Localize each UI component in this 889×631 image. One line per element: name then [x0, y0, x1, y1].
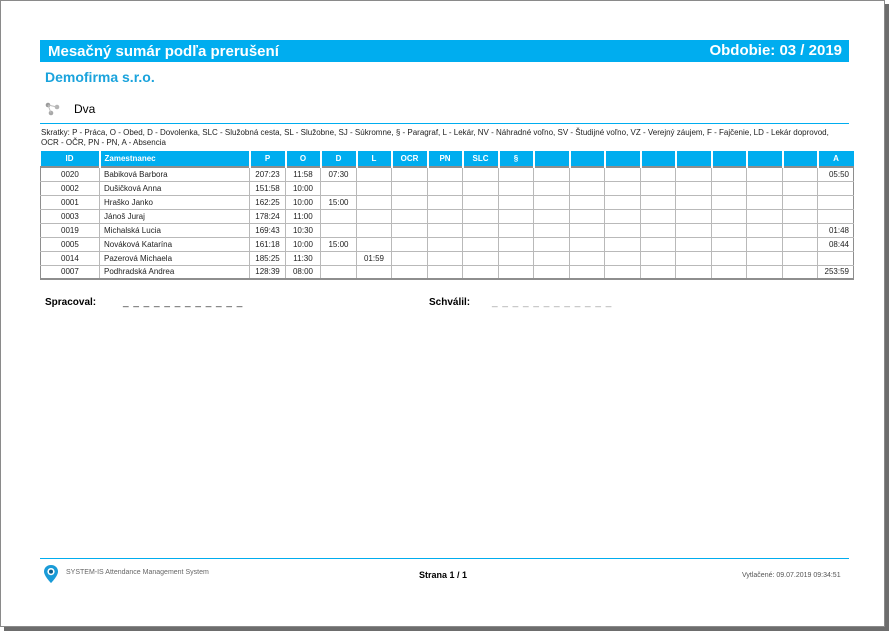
cell-empty	[676, 251, 712, 265]
cell-o: 10:00	[286, 237, 321, 251]
column-header: §	[499, 151, 534, 167]
cell-name: Babiková Barbora	[100, 167, 250, 181]
cell-empty	[463, 237, 499, 251]
cell-name: Michalská Lucia	[100, 223, 250, 237]
cell-empty	[712, 237, 747, 251]
cell-empty	[534, 265, 570, 279]
cell-a: 05:50	[818, 167, 854, 181]
column-header	[676, 151, 712, 167]
cell-empty	[641, 223, 676, 237]
cell-empty	[463, 209, 499, 223]
cell-empty	[428, 265, 463, 279]
cell-l	[357, 223, 392, 237]
cell-empty	[534, 181, 570, 195]
cell-p: 162:25	[250, 195, 286, 209]
cell-empty	[783, 181, 818, 195]
cell-empty	[641, 167, 676, 181]
cell-o: 10:00	[286, 181, 321, 195]
column-header	[641, 151, 676, 167]
cell-a	[818, 195, 854, 209]
table-row	[41, 195, 854, 209]
cell-empty	[428, 237, 463, 251]
cell-empty	[641, 265, 676, 279]
cell-l	[357, 209, 392, 223]
cell-p: 207:23	[250, 167, 286, 181]
cell-empty	[534, 237, 570, 251]
cell-empty	[428, 195, 463, 209]
cell-empty	[428, 251, 463, 265]
table-row	[41, 209, 854, 223]
cell-empty	[499, 237, 534, 251]
cell-id: 0003	[41, 209, 100, 223]
cell-l	[357, 167, 392, 181]
cell-p: 185:25	[250, 251, 286, 265]
cell-empty	[534, 209, 570, 223]
approved-by-label: Schválil:	[429, 297, 471, 308]
cell-empty	[605, 251, 641, 265]
cell-o: 11:00	[286, 209, 321, 223]
cell-empty	[570, 181, 605, 195]
cell-d: 15:00	[321, 195, 357, 209]
column-header: ID	[41, 151, 100, 167]
cell-empty	[712, 265, 747, 279]
abbreviations-legend: Skratky: P - Práca, O - Obed, D - Dovolenka, SLC - Služobná cesta, SL - Služobne, SJ - Súkromne, § - Paragraf, L - Lekár, NV - Náhradné voľno, SV - Študijné voľno, VZ - Verejný záujem, F - Fajčenie, LD - Lekár doprovod, OCR - OČR, PN - PN, A - Absencia	[41, 128, 829, 147]
cell-empty	[676, 181, 712, 195]
footer-page-number: Strana 1 / 1	[419, 570, 468, 580]
column-header: P	[250, 151, 286, 167]
cell-empty	[499, 209, 534, 223]
cell-l: 01:59	[357, 251, 392, 265]
cell-empty	[641, 181, 676, 195]
column-header	[605, 151, 641, 167]
cell-empty	[676, 265, 712, 279]
cell-a: 01:48	[818, 223, 854, 237]
cell-empty	[534, 195, 570, 209]
cell-o: 08:00	[286, 265, 321, 279]
column-header: SLC	[463, 151, 499, 167]
cell-empty	[605, 265, 641, 279]
cell-empty	[463, 265, 499, 279]
report-title-bar	[40, 40, 849, 62]
cell-empty	[747, 181, 783, 195]
cell-name: Dušičková Anna	[100, 181, 250, 195]
cell-empty	[392, 167, 428, 181]
cell-empty	[605, 181, 641, 195]
cell-p: 169:43	[250, 223, 286, 237]
cell-l	[357, 195, 392, 209]
column-header	[747, 151, 783, 167]
cell-empty	[712, 251, 747, 265]
cell-empty	[570, 195, 605, 209]
cell-empty	[392, 209, 428, 223]
processed-by-label: Spracoval:	[45, 297, 97, 308]
cell-name: Pazerová Michaela	[100, 251, 250, 265]
cell-name: Jánoš Juraj	[100, 209, 250, 223]
table-row	[41, 167, 854, 181]
cell-empty	[534, 251, 570, 265]
cell-empty	[392, 237, 428, 251]
page-shadow-bottom	[4, 627, 889, 631]
cell-d	[321, 251, 357, 265]
group-hierarchy-icon	[45, 102, 61, 116]
cell-empty	[747, 237, 783, 251]
cell-empty	[534, 223, 570, 237]
cell-name: Hraško Janko	[100, 195, 250, 209]
cell-empty	[712, 181, 747, 195]
cell-empty	[783, 237, 818, 251]
column-header: L	[357, 151, 392, 167]
cell-d: 07:30	[321, 167, 357, 181]
cell-id: 0005	[41, 237, 100, 251]
cell-d: 15:00	[321, 237, 357, 251]
page-shadow-right	[885, 4, 889, 631]
cell-empty	[747, 209, 783, 223]
cell-p: 178:24	[250, 209, 286, 223]
cell-empty	[570, 251, 605, 265]
cell-empty	[428, 209, 463, 223]
cell-a: 08:44	[818, 237, 854, 251]
company-name: Demofirma s.r.o.	[45, 69, 155, 85]
cell-empty	[676, 237, 712, 251]
cell-empty	[499, 167, 534, 181]
cell-empty	[747, 265, 783, 279]
footer-printed-timestamp: Vytlačené: 09.07.2019 09:34:51	[742, 572, 841, 579]
cell-empty	[783, 195, 818, 209]
cell-empty	[712, 223, 747, 237]
cell-name: Nováková Katarína	[100, 237, 250, 251]
cell-empty	[428, 181, 463, 195]
cell-o: 11:58	[286, 167, 321, 181]
cell-p: 151:58	[250, 181, 286, 195]
cell-empty	[463, 181, 499, 195]
summary-table	[40, 151, 854, 280]
cell-empty	[641, 237, 676, 251]
cell-id: 0007	[41, 265, 100, 279]
cell-id: 0019	[41, 223, 100, 237]
column-header	[712, 151, 747, 167]
cell-empty	[783, 265, 818, 279]
footer-system-name: SYSTEM-IS Attendance Management System	[66, 569, 209, 576]
column-header: A	[818, 151, 854, 167]
cell-name: Podhradská Andrea	[100, 265, 250, 279]
column-header: O	[286, 151, 321, 167]
cell-empty	[428, 223, 463, 237]
cell-l	[357, 181, 392, 195]
cell-empty	[676, 167, 712, 181]
cell-empty	[570, 223, 605, 237]
column-header: PN	[428, 151, 463, 167]
cell-empty	[605, 223, 641, 237]
report-title: Mesačný sumár podľa prerušení	[48, 43, 279, 60]
cell-empty	[392, 251, 428, 265]
cell-empty	[570, 265, 605, 279]
cell-empty	[392, 195, 428, 209]
cell-empty	[534, 167, 570, 181]
cell-empty	[747, 195, 783, 209]
table-header-row	[41, 151, 854, 167]
cell-empty	[712, 167, 747, 181]
column-header	[570, 151, 605, 167]
cell-empty	[783, 251, 818, 265]
cell-id: 0020	[41, 167, 100, 181]
cell-d	[321, 265, 357, 279]
cell-id: 0001	[41, 195, 100, 209]
cell-d	[321, 209, 357, 223]
cell-empty	[570, 167, 605, 181]
cell-l	[357, 265, 392, 279]
cell-empty	[463, 251, 499, 265]
cell-empty	[570, 237, 605, 251]
column-header: Zamestnanec	[100, 151, 250, 167]
cell-d	[321, 223, 357, 237]
systemis-logo-icon	[43, 564, 59, 584]
table-row	[41, 265, 854, 279]
cell-a	[818, 181, 854, 195]
processed-by-line: _ _ _ _ _ _ _ _ _ _ _ _	[123, 297, 244, 308]
cell-p: 128:39	[250, 265, 286, 279]
cell-empty	[641, 195, 676, 209]
cell-empty	[712, 195, 747, 209]
column-header: OCR	[392, 151, 428, 167]
cell-empty	[641, 209, 676, 223]
cell-empty	[392, 181, 428, 195]
group-name: Dva	[74, 102, 96, 116]
cell-o: 10:00	[286, 195, 321, 209]
table-row	[41, 223, 854, 237]
cell-p: 161:18	[250, 237, 286, 251]
cell-empty	[463, 167, 499, 181]
cell-a	[818, 251, 854, 265]
cell-empty	[392, 223, 428, 237]
table-row	[41, 251, 854, 265]
cell-empty	[676, 209, 712, 223]
cell-d	[321, 181, 357, 195]
cell-empty	[499, 223, 534, 237]
cell-empty	[676, 223, 712, 237]
report-period: Obdobie: 03 / 2019	[709, 42, 842, 59]
approved-by-line: _ _ _ _ _ _ _ _ _ _ _ _	[492, 297, 613, 308]
cell-empty	[712, 209, 747, 223]
cell-empty	[428, 167, 463, 181]
cell-empty	[392, 265, 428, 279]
cell-empty	[783, 209, 818, 223]
cell-a: 253:59	[818, 265, 854, 279]
cell-o: 11:30	[286, 251, 321, 265]
cell-empty	[747, 251, 783, 265]
cell-empty	[570, 209, 605, 223]
column-header	[534, 151, 570, 167]
cell-empty	[641, 251, 676, 265]
cell-empty	[747, 167, 783, 181]
cell-empty	[747, 223, 783, 237]
cell-empty	[463, 195, 499, 209]
column-header: D	[321, 151, 357, 167]
cell-a	[818, 209, 854, 223]
cell-id: 0014	[41, 251, 100, 265]
cell-empty	[605, 209, 641, 223]
cell-empty	[499, 195, 534, 209]
footer-divider	[40, 558, 849, 559]
cell-empty	[605, 167, 641, 181]
cell-empty	[605, 237, 641, 251]
cell-empty	[463, 223, 499, 237]
column-header	[783, 151, 818, 167]
table-row	[41, 237, 854, 251]
cell-empty	[783, 167, 818, 181]
cell-empty	[499, 265, 534, 279]
cell-empty	[783, 223, 818, 237]
cell-l	[357, 237, 392, 251]
cell-empty	[499, 251, 534, 265]
cell-id: 0002	[41, 181, 100, 195]
cell-empty	[676, 195, 712, 209]
table-row	[41, 181, 854, 195]
header-divider	[40, 123, 849, 124]
cell-empty	[605, 195, 641, 209]
cell-o: 10:30	[286, 223, 321, 237]
cell-empty	[499, 181, 534, 195]
